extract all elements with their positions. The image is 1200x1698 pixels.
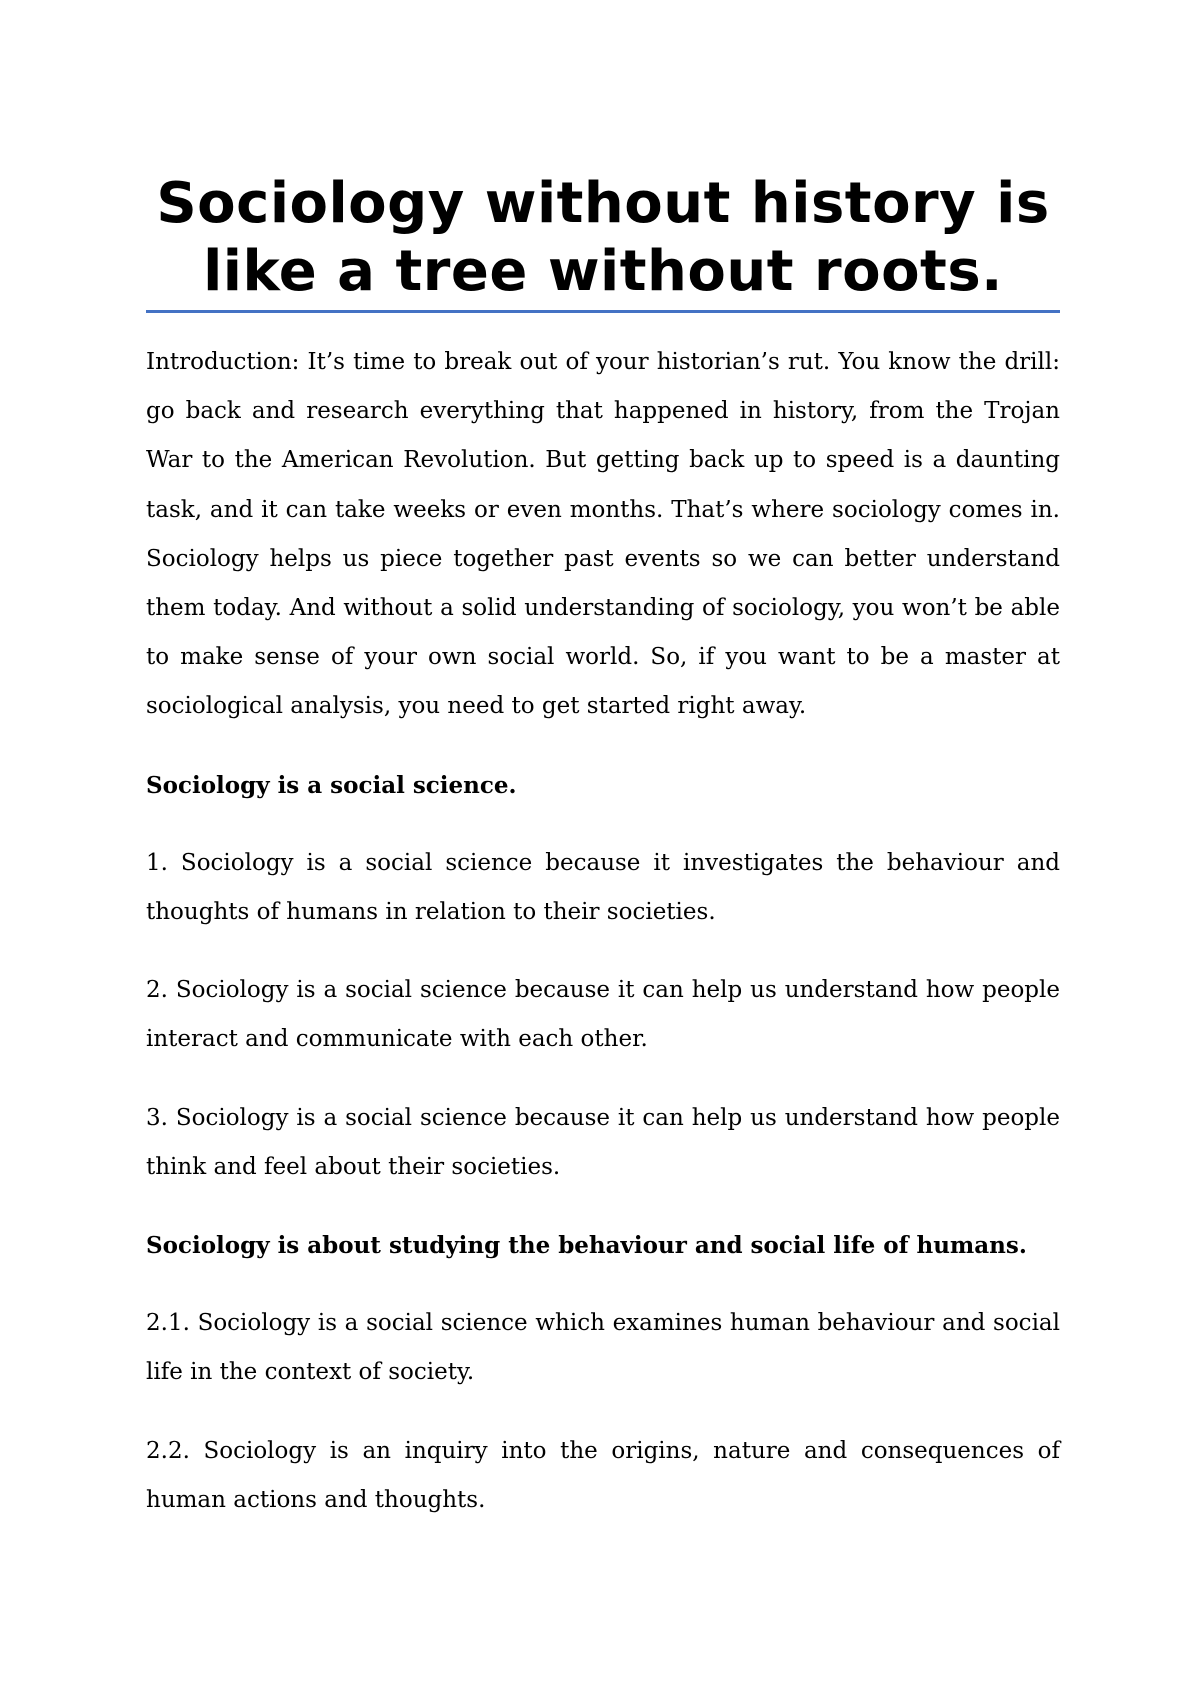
section-paragraph: 2.1. Sociology is a social science which examines human behaviour and social life in the context of society.: [146, 1310, 1060, 1386]
section-paragraph: 1. Sociology is a social science because it investigates the behaviour and thoughts of humans in relation to their societies.: [146, 849, 1060, 926]
intro-paragraph: Introduction: It’s time to break out of your historian’s rut. You know the drill: go back and research everything that happened in history, from the Trojan War to the American Revolution. But getting back up to speed is a daunting task, and it can take weeks or even months. That’s where sociology comes in. Sociology helps us piece together past events so we can better understand them today. And without a solid understanding of sociology, you won’t be able to make sense of your own social world. So, if you want to be a master at sociological analysis, you need to get started right away.: [146, 349, 1060, 720]
section-heading: Sociology is a social science.: [146, 771, 517, 799]
section-paragraph: 3. Sociology is a social science because it can help us understand how people think and feel about their societies.: [146, 1104, 1060, 1180]
section-paragraph: 2.2. Sociology is an inquiry into the origins, nature and consequences of human actions and thoughts.: [146, 1437, 1060, 1513]
document-body: [146, 338, 1060, 1554]
section-paragraph: 2. Sociology is a social science because it can help us understand how people interact and communicate with each other.: [146, 977, 1060, 1053]
section-heading: Sociology is about studying the behaviour and social life of humans.: [146, 1232, 1027, 1260]
document-title: Sociology without history is like a tree without roots.: [156, 171, 1050, 304]
title-underline: [146, 310, 1060, 313]
